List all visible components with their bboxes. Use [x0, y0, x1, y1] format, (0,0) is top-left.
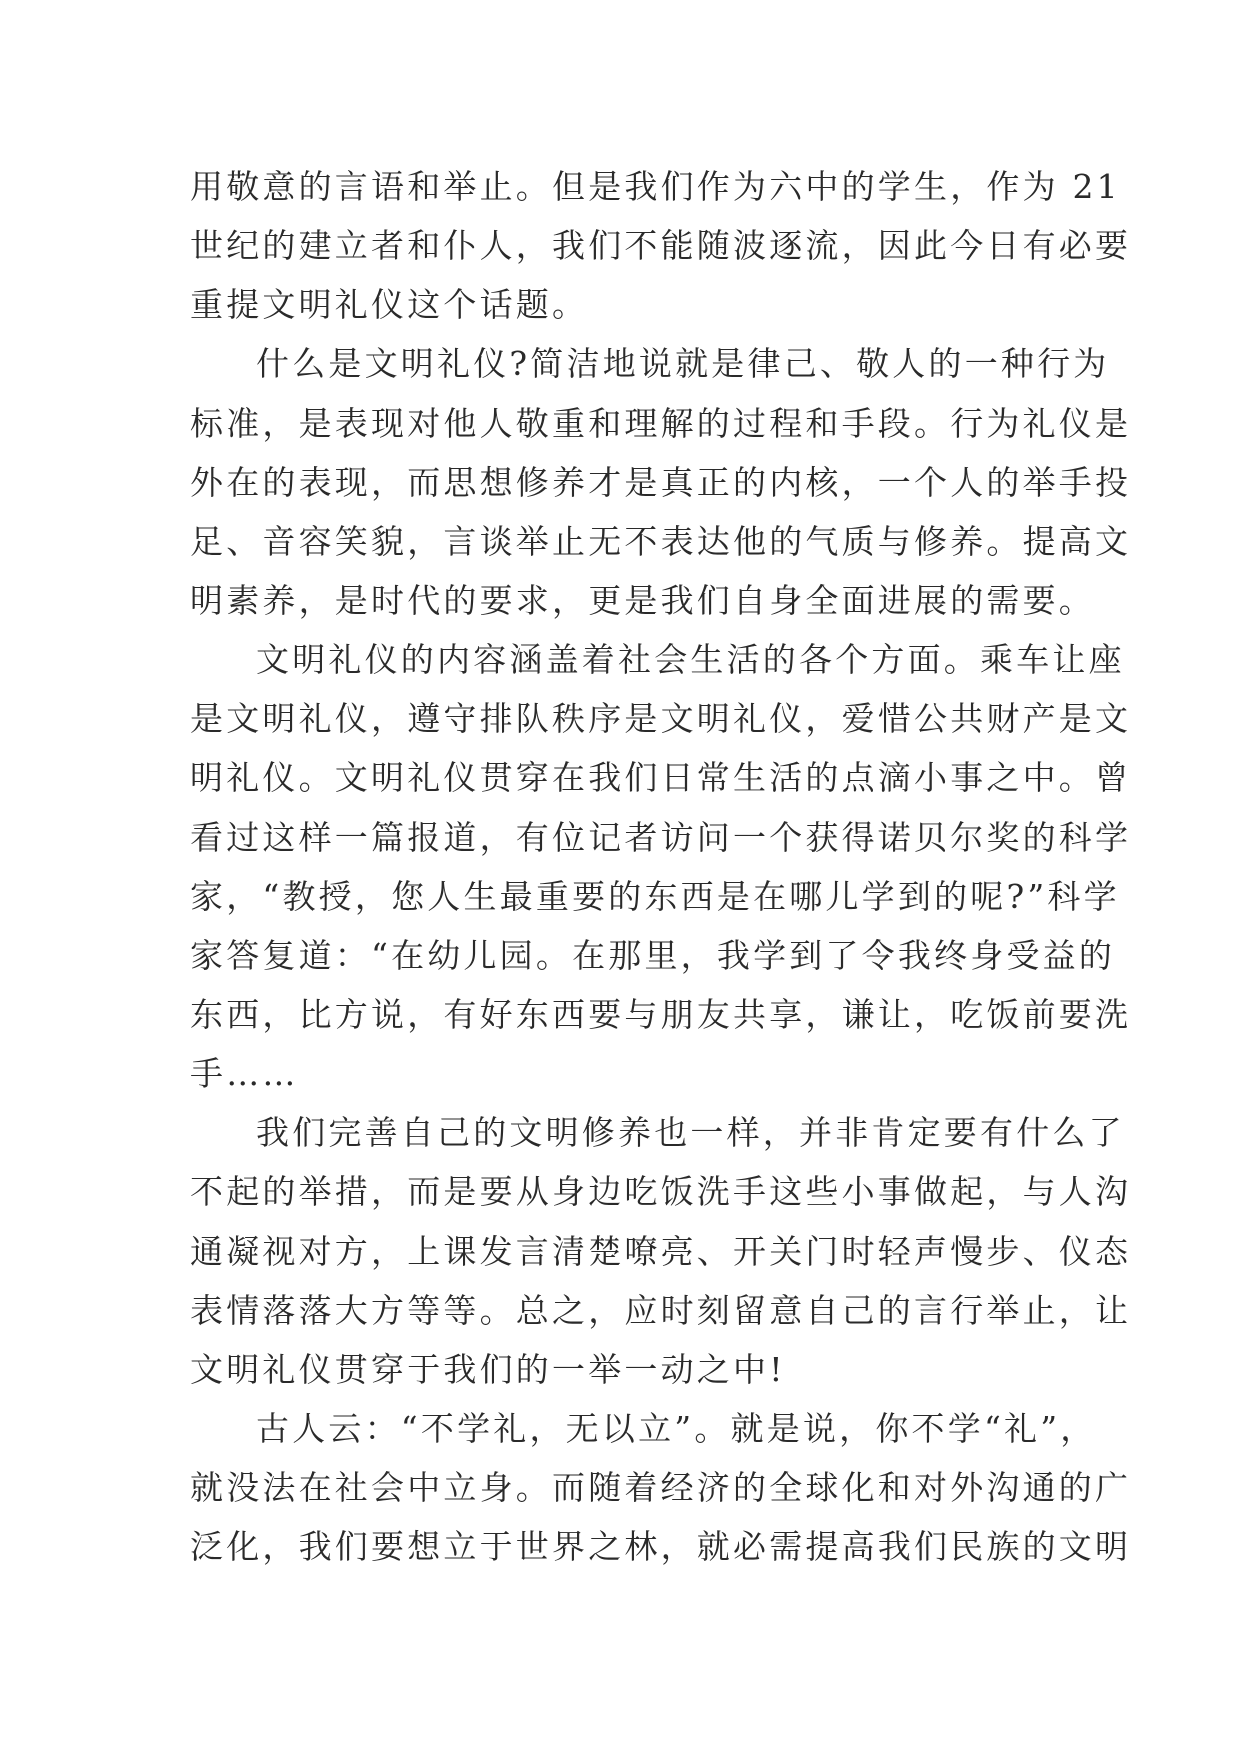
text-line: 就没法在社会中立身。而随着经济的全球化和对外沟通的广	[190, 1468, 1132, 1507]
text-line: 泛化，我们要想立于世界之林，就必需提高我们民族的文明	[190, 1527, 1132, 1566]
paragraph-first-line: 我们完善自己的文明修养也一样，并非肯定要有什么了	[256, 1113, 1125, 1152]
text-line: 外在的表现，而思想修养才是真正的内核，一个人的举手投	[190, 463, 1132, 502]
paragraph-first-line: 文明礼仪的内容涵盖着社会生活的各个方面。乘车让座	[256, 640, 1125, 679]
paragraph-first-line: 古人云：“不学礼，无以立”。就是说，你不学“礼”，	[256, 1409, 1097, 1448]
text-line: 足、音容笑貌，言谈举止无不表达他的气质与修养。提高文	[190, 522, 1132, 561]
text-line: 世纪的建立者和仆人，我们不能随波逐流，因此今日有必要	[190, 226, 1132, 265]
text-line: 重提文明礼仪这个话题。	[190, 285, 589, 324]
text-line: 是文明礼仪，遵守排队秩序是文明礼仪，爱惜公共财产是文	[190, 699, 1132, 738]
text-line: 不起的举措，而是要从身边吃饭洗手这些小事做起，与人沟	[190, 1172, 1132, 1211]
text-line: 东西，比方说，有好东西要与朋友共享，谦让，吃饭前要洗	[190, 995, 1132, 1034]
text-line: 看过这样一篇报道，有位记者访问一个获得诺贝尔奖的科学	[190, 818, 1132, 857]
text-line: 家，“教授，您人生最重要的东西是在哪儿学到的呢?”科学	[190, 877, 1120, 916]
text-line: 家答复道：“在幼儿园。在那里，我学到了令我终身受益的	[190, 936, 1116, 975]
text-line: 通凝视对方，上课发言清楚嘹亮、开关门时轻声慢步、仪态	[190, 1232, 1132, 1271]
paragraph-first-line: 什么是文明礼仪?简洁地说就是律己、敬人的一种行为	[256, 344, 1110, 383]
text-line: 标准，是表现对他人敬重和理解的过程和手段。行为礼仪是	[190, 404, 1132, 443]
text-line: 明礼仪。文明礼仪贯穿在我们日常生活的点滴小事之中。曾	[190, 758, 1132, 797]
text-line: 用敬意的言语和举止。但是我们作为六中的学生，作为 21	[190, 167, 1121, 206]
text-line: 手……	[190, 1054, 299, 1093]
text-line: 明素养，是时代的要求，更是我们自身全面进展的需要。	[190, 581, 1095, 620]
text-line: 表情落落大方等等。总之，应时刻留意自己的言行举止，让	[190, 1291, 1132, 1330]
text-line: 文明礼仪贯穿于我们的一举一动之中!	[190, 1350, 786, 1389]
